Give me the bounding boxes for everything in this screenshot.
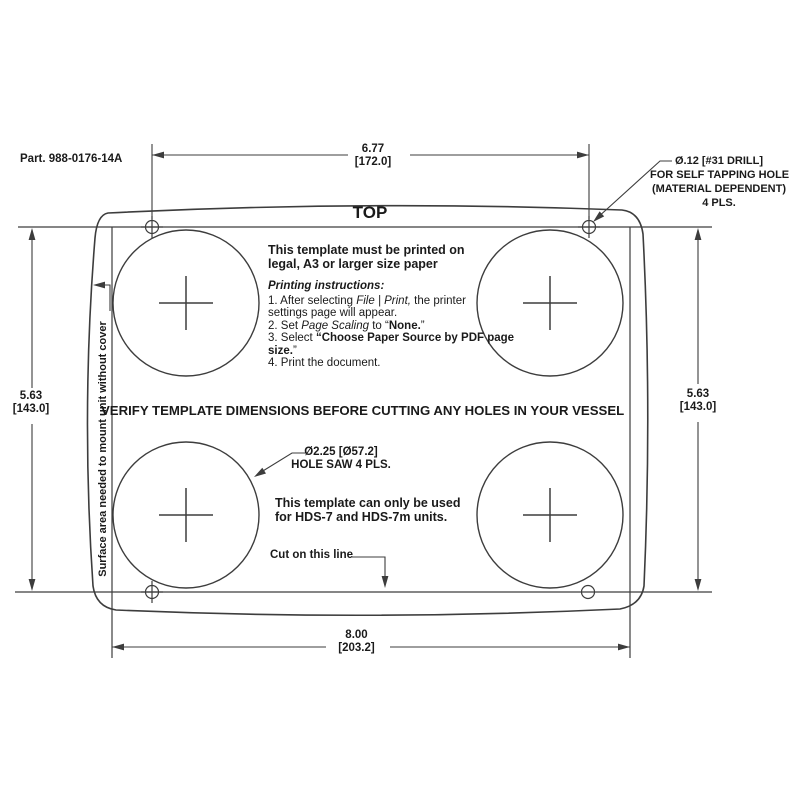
dimension-top-value [335,143,411,168]
crosshair-bottom-right [523,488,577,542]
drill-hole-callout [650,154,788,210]
usage-note-line2: for HDS-7 and HDS-7m units. [275,509,448,524]
printing-step: 4. Print the document. [268,357,381,370]
drill-callout-line3: (MATERIAL DEPENDENT) [651,183,787,195]
dimension-right-value [673,388,723,413]
usage-note [275,497,460,525]
dimension-left-value [6,390,56,415]
crosshair-top-right [523,276,577,330]
printing-step: settings page will appear. [268,307,398,320]
print-size-notice-line1: This template must be printed on [268,243,465,257]
printing-step: 1. After selecting File | Print, the printer [268,295,466,307]
printing-step: 3. Select “Choose Paper Source by PDF page [268,332,515,345]
dimension-left-mm: [143.0] [12,402,50,415]
printing-step: size.” [268,344,297,357]
top-side-label: TOP [352,203,388,222]
dimension-top-mm: [172.0] [354,155,392,168]
printing-instructions-heading: Printing instructions: [268,280,385,292]
dimension-top-inches: 6.77 [361,143,385,155]
leader-cut-line [352,557,388,588]
crosshair-bottom-left [159,488,213,542]
drill-callout-line1: Ø.12 [#31 DRILL] [674,155,764,167]
dimension-bottom-mm: [203.2] [338,641,375,654]
dimension-right-inches: 5.63 [686,388,710,400]
dimension-left-inches: 5.63 [19,390,43,402]
crosshair-top-left [159,276,213,330]
usage-note-line1: This template can only be used [275,496,461,510]
print-size-notice [268,244,465,271]
drill-callout-line2: FOR SELF TAPPING HOLE [650,169,790,181]
hole-saw-callout-line1: Ø2.25 [Ø57.2] [304,446,378,458]
cut-line-label: Cut on this line [270,549,354,561]
verify-warning: VERIFY TEMPLATE DIMENSIONS BEFORE CUTTING ANY HOLES IN YOUR VESSEL [101,403,625,418]
drill-callout-line4: 4 PLS. [702,197,736,209]
part-number: Part. 988-0176-14A [20,153,123,165]
print-size-notice-line2: legal, A3 or larger size paper [268,256,438,271]
surface-area-label: Surface area needed to mount unit without cover [97,321,109,577]
printing-step: 2. Set Page Scaling to “None.” [268,319,425,332]
leader-surface-area [93,282,110,311]
drill-hole-bottom-left [141,581,163,603]
printing-instructions-steps [268,295,514,369]
dimension-right-mm: [143.0] [679,400,717,413]
hole-saw-callout [285,446,397,472]
dimension-bottom-value [320,629,393,654]
dimension-bottom-inches: 8.00 [345,629,368,641]
hole-saw-callout-line2: HOLE SAW 4 PLS. [291,459,391,471]
